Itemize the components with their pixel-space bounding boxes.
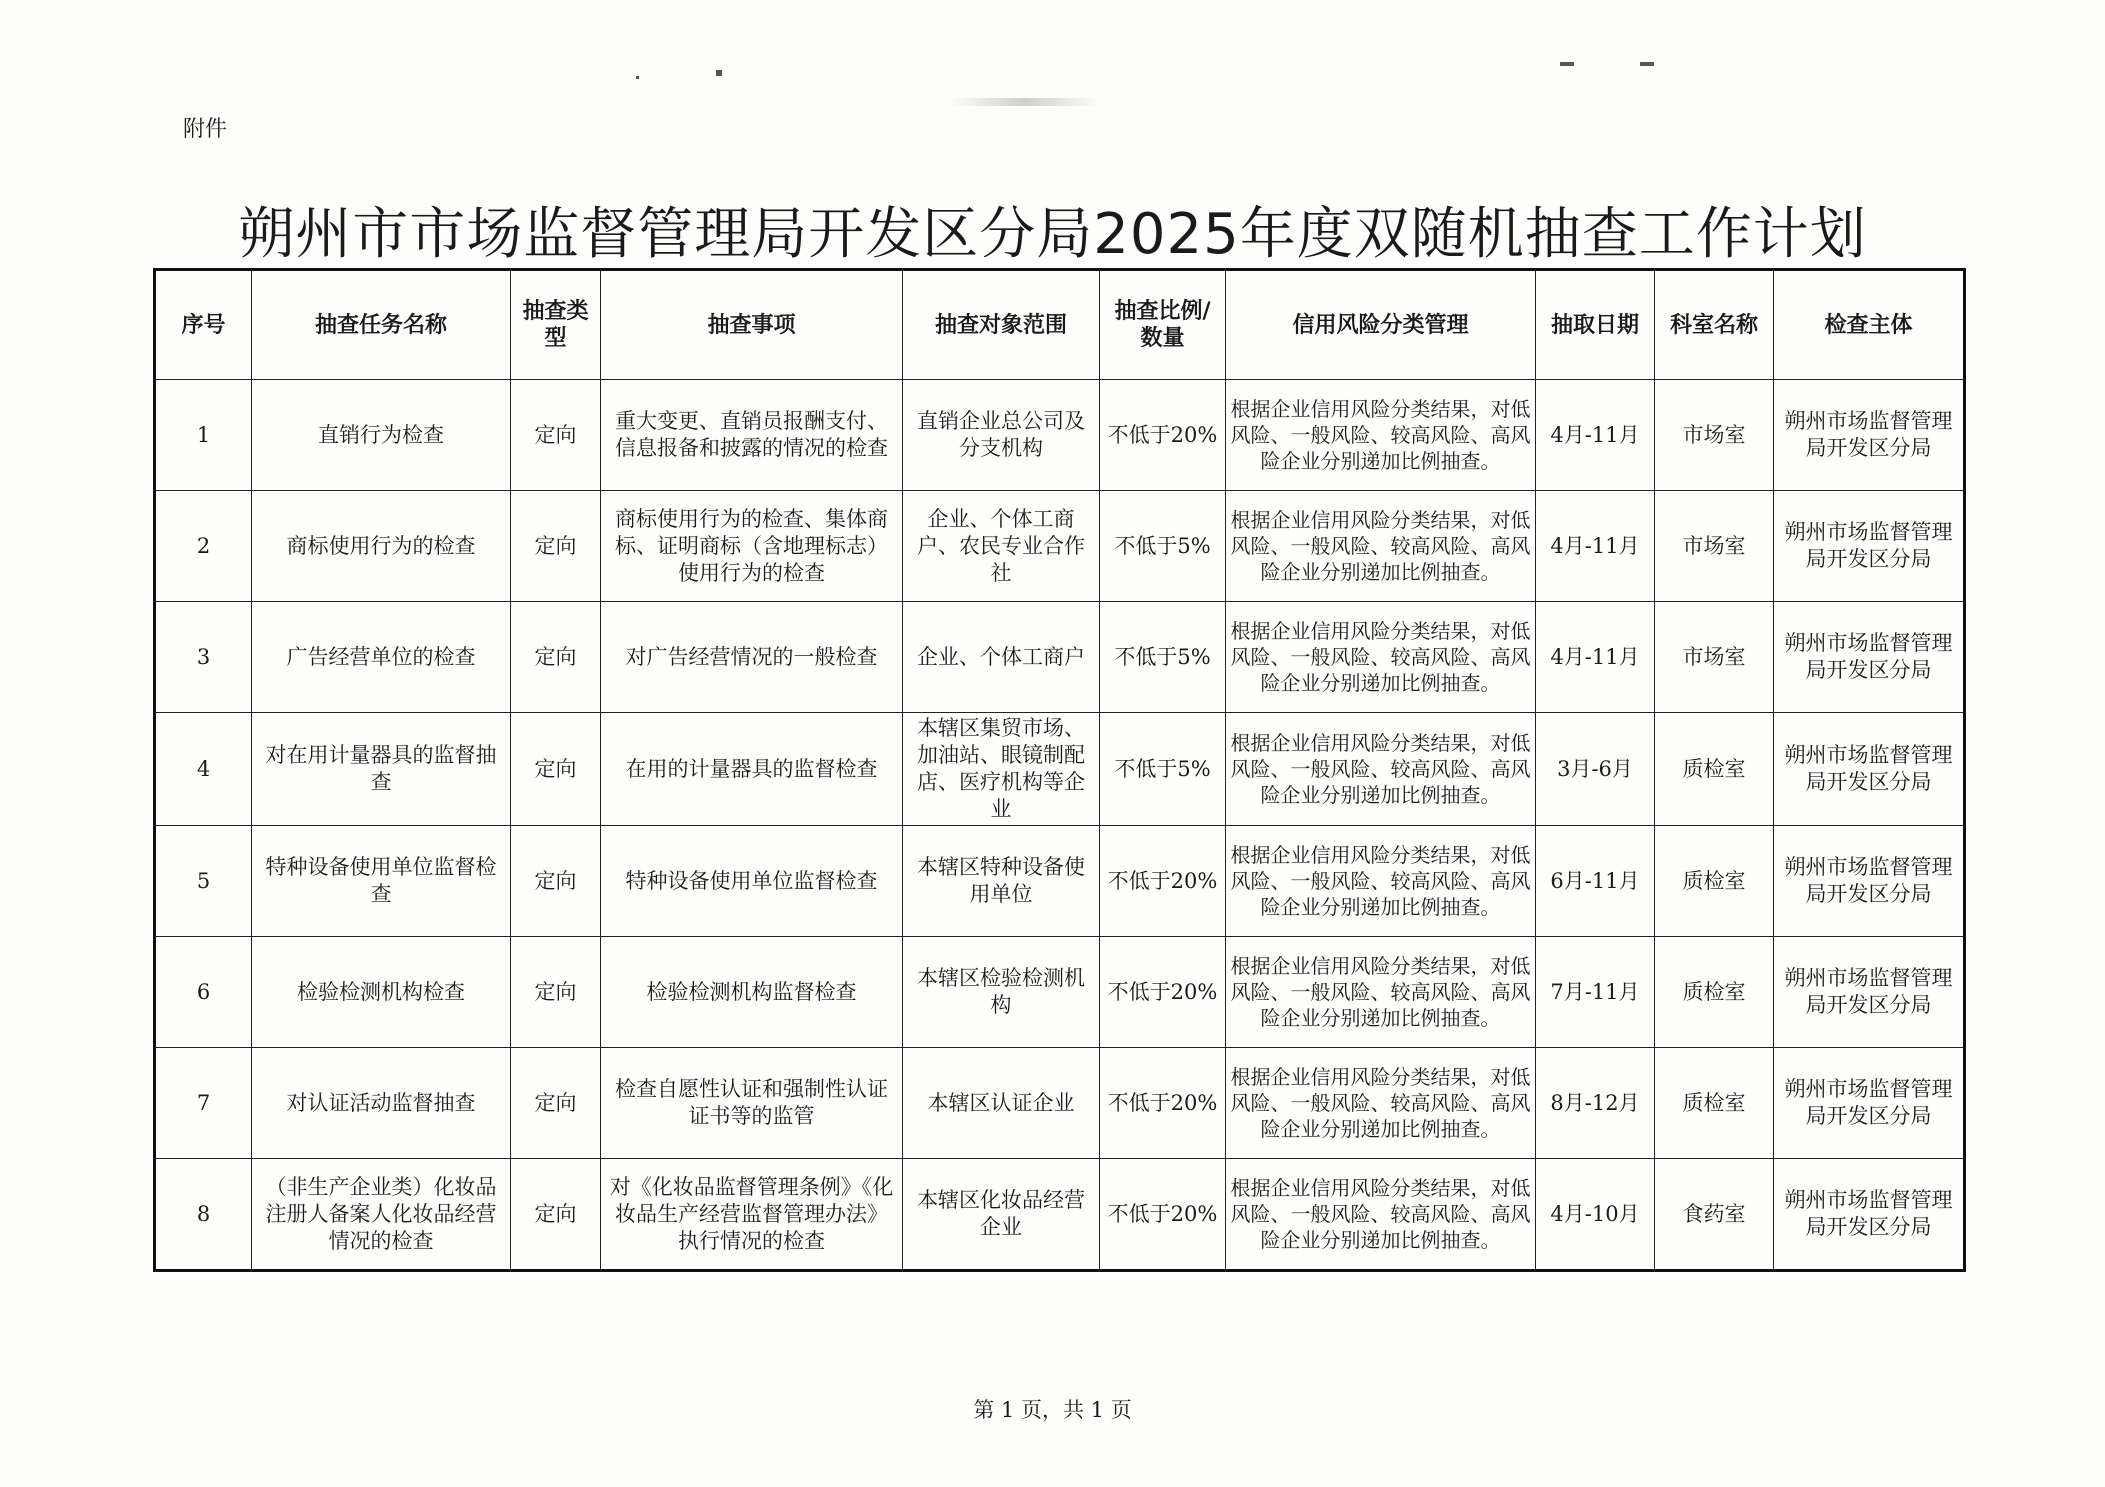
table-row: [155, 602, 1965, 713]
cell-risk: 根据企业信用风险分类结果，对低风险、一般风险、较高风险、高风险企业分别递加比例抽查。: [1226, 713, 1536, 826]
scan-speck: [716, 70, 722, 76]
cell-items: 检验检测机构监督检查: [601, 937, 903, 1048]
header-dept: 科室名称: [1655, 270, 1774, 380]
table-row: [155, 1159, 1965, 1271]
header-seq: 序号: [155, 270, 252, 380]
cell-dept: 质检室: [1655, 937, 1774, 1048]
attachment-label: 附件: [183, 117, 228, 142]
cell-type: 定向: [511, 602, 601, 713]
cell-scope: 本辖区集贸市场、加油站、眼镜制配店、医疗机构等企业: [903, 713, 1100, 826]
cell-items: 特种设备使用单位监督检查: [601, 826, 903, 937]
cell-type: 定向: [511, 713, 601, 826]
header-risk: 信用风险分类管理: [1226, 270, 1536, 380]
cell-ratio: 不低于5%: [1100, 713, 1226, 826]
cell-seq: 5: [155, 826, 252, 937]
cell-subject: 朔州市场监督管理局开发区分局: [1774, 1159, 1965, 1271]
cell-scope: 本辖区认证企业: [903, 1048, 1100, 1159]
cell-subject: 朔州市场监督管理局开发区分局: [1774, 380, 1965, 491]
scan-smudge: [950, 98, 1100, 106]
cell-items: 在用的计量器具的监督检查: [601, 713, 903, 826]
table-row: [155, 491, 1965, 602]
cell-scope: 本辖区化妆品经营企业: [903, 1159, 1100, 1271]
document-title: 朔州市市场监督管理局开发区分局2025年度双随机抽查工作计划: [238, 202, 1867, 267]
cell-date: 4月-11月: [1536, 491, 1655, 602]
cell-subject: 朔州市场监督管理局开发区分局: [1774, 937, 1965, 1048]
cell-scope: 本辖区特种设备使用单位: [903, 826, 1100, 937]
cell-task: （非生产企业类）化妆品注册人备案人化妆品经营情况的检查: [252, 1159, 511, 1271]
header-subject: 检查主体: [1774, 270, 1965, 380]
cell-seq: 1: [155, 380, 252, 491]
cell-dept: 市场室: [1655, 491, 1774, 602]
cell-ratio: 不低于5%: [1100, 602, 1226, 713]
scan-speck: [1640, 62, 1654, 66]
cell-subject: 朔州市场监督管理局开发区分局: [1774, 1048, 1965, 1159]
cell-dept: 质检室: [1655, 826, 1774, 937]
cell-items: 商标使用行为的检查、集体商标、证明商标（含地理标志）使用行为的检查: [601, 491, 903, 602]
cell-subject: 朔州市场监督管理局开发区分局: [1774, 713, 1965, 826]
cell-type: 定向: [511, 491, 601, 602]
cell-risk: 根据企业信用风险分类结果，对低风险、一般风险、较高风险、高风险企业分别递加比例抽查。: [1226, 1048, 1536, 1159]
cell-date: 8月-12月: [1536, 1048, 1655, 1159]
cell-date: 3月-6月: [1536, 713, 1655, 826]
cell-risk: 根据企业信用风险分类结果，对低风险、一般风险、较高风险、高风险企业分别递加比例抽查。: [1226, 1159, 1536, 1271]
cell-seq: 4: [155, 713, 252, 826]
cell-date: 4月-11月: [1536, 380, 1655, 491]
cell-ratio: 不低于20%: [1100, 937, 1226, 1048]
cell-risk: 根据企业信用风险分类结果，对低风险、一般风险、较高风险、高风险企业分别递加比例抽查。: [1226, 602, 1536, 713]
cell-scope: 本辖区检验检测机构: [903, 937, 1100, 1048]
cell-type: 定向: [511, 826, 601, 937]
cell-ratio: 不低于5%: [1100, 491, 1226, 602]
header-items: 抽查事项: [601, 270, 903, 380]
cell-seq: 8: [155, 1159, 252, 1271]
inspection-plan-table: [153, 268, 1966, 1272]
header-date: 抽取日期: [1536, 270, 1655, 380]
cell-ratio: 不低于20%: [1100, 826, 1226, 937]
cell-type: 定向: [511, 1159, 601, 1271]
header-type: 抽查类型: [511, 270, 601, 380]
cell-items: 重大变更、直销员报酬支付、信息报备和披露的情况的检查: [601, 380, 903, 491]
cell-dept: 质检室: [1655, 1048, 1774, 1159]
scan-speck: [636, 76, 639, 79]
table-row: [155, 380, 1965, 491]
cell-date: 4月-10月: [1536, 1159, 1655, 1271]
table-row: [155, 826, 1965, 937]
cell-date: 7月-11月: [1536, 937, 1655, 1048]
cell-type: 定向: [511, 937, 601, 1048]
cell-dept: 食药室: [1655, 1159, 1774, 1271]
cell-risk: 根据企业信用风险分类结果，对低风险、一般风险、较高风险、高风险企业分别递加比例抽查。: [1226, 380, 1536, 491]
cell-date: 6月-11月: [1536, 826, 1655, 937]
cell-task: 直销行为检查: [252, 380, 511, 491]
cell-risk: 根据企业信用风险分类结果，对低风险、一般风险、较高风险、高风险企业分别递加比例抽查。: [1226, 491, 1536, 602]
cell-type: 定向: [511, 1048, 601, 1159]
cell-ratio: 不低于20%: [1100, 1159, 1226, 1271]
cell-task: 对认证活动监督抽查: [252, 1048, 511, 1159]
cell-dept: 质检室: [1655, 713, 1774, 826]
cell-task: 检验检测机构检查: [252, 937, 511, 1048]
cell-task: 特种设备使用单位监督检查: [252, 826, 511, 937]
cell-seq: 2: [155, 491, 252, 602]
cell-ratio: 不低于20%: [1100, 380, 1226, 491]
cell-scope: 企业、个体工商户、农民专业合作社: [903, 491, 1100, 602]
header-task: 抽查任务名称: [252, 270, 511, 380]
cell-seq: 7: [155, 1048, 252, 1159]
cell-items: 对广告经营情况的一般检查: [601, 602, 903, 713]
cell-seq: 6: [155, 937, 252, 1048]
table-row: [155, 713, 1965, 826]
cell-scope: 直销企业总公司及分支机构: [903, 380, 1100, 491]
cell-subject: 朔州市场监督管理局开发区分局: [1774, 491, 1965, 602]
cell-dept: 市场室: [1655, 602, 1774, 713]
cell-task: 商标使用行为的检查: [252, 491, 511, 602]
cell-scope: 企业、个体工商户: [903, 602, 1100, 713]
cell-subject: 朔州市场监督管理局开发区分局: [1774, 602, 1965, 713]
cell-ratio: 不低于20%: [1100, 1048, 1226, 1159]
cell-type: 定向: [511, 380, 601, 491]
scan-speck: [1560, 62, 1574, 66]
cell-risk: 根据企业信用风险分类结果，对低风险、一般风险、较高风险、高风险企业分别递加比例抽查。: [1226, 826, 1536, 937]
cell-task: 对在用计量器具的监督抽查: [252, 713, 511, 826]
cell-dept: 市场室: [1655, 380, 1774, 491]
page-footer: 第 1 页，共 1 页: [973, 1398, 1132, 1422]
header-scope: 抽查对象范围: [903, 270, 1100, 380]
cell-subject: 朔州市场监督管理局开发区分局: [1774, 826, 1965, 937]
header-ratio: 抽查比例/数量: [1100, 270, 1226, 380]
table-header-row: [155, 270, 1965, 380]
cell-task: 广告经营单位的检查: [252, 602, 511, 713]
table-row: [155, 937, 1965, 1048]
table-row: [155, 1048, 1965, 1159]
cell-items: 对《化妆品监督管理条例》《化妆品生产经营监督管理办法》执行情况的检查: [601, 1159, 903, 1271]
cell-date: 4月-11月: [1536, 602, 1655, 713]
cell-seq: 3: [155, 602, 252, 713]
cell-items: 检查自愿性认证和强制性认证证书等的监管: [601, 1048, 903, 1159]
cell-risk: 根据企业信用风险分类结果，对低风险、一般风险、较高风险、高风险企业分别递加比例抽查。: [1226, 937, 1536, 1048]
